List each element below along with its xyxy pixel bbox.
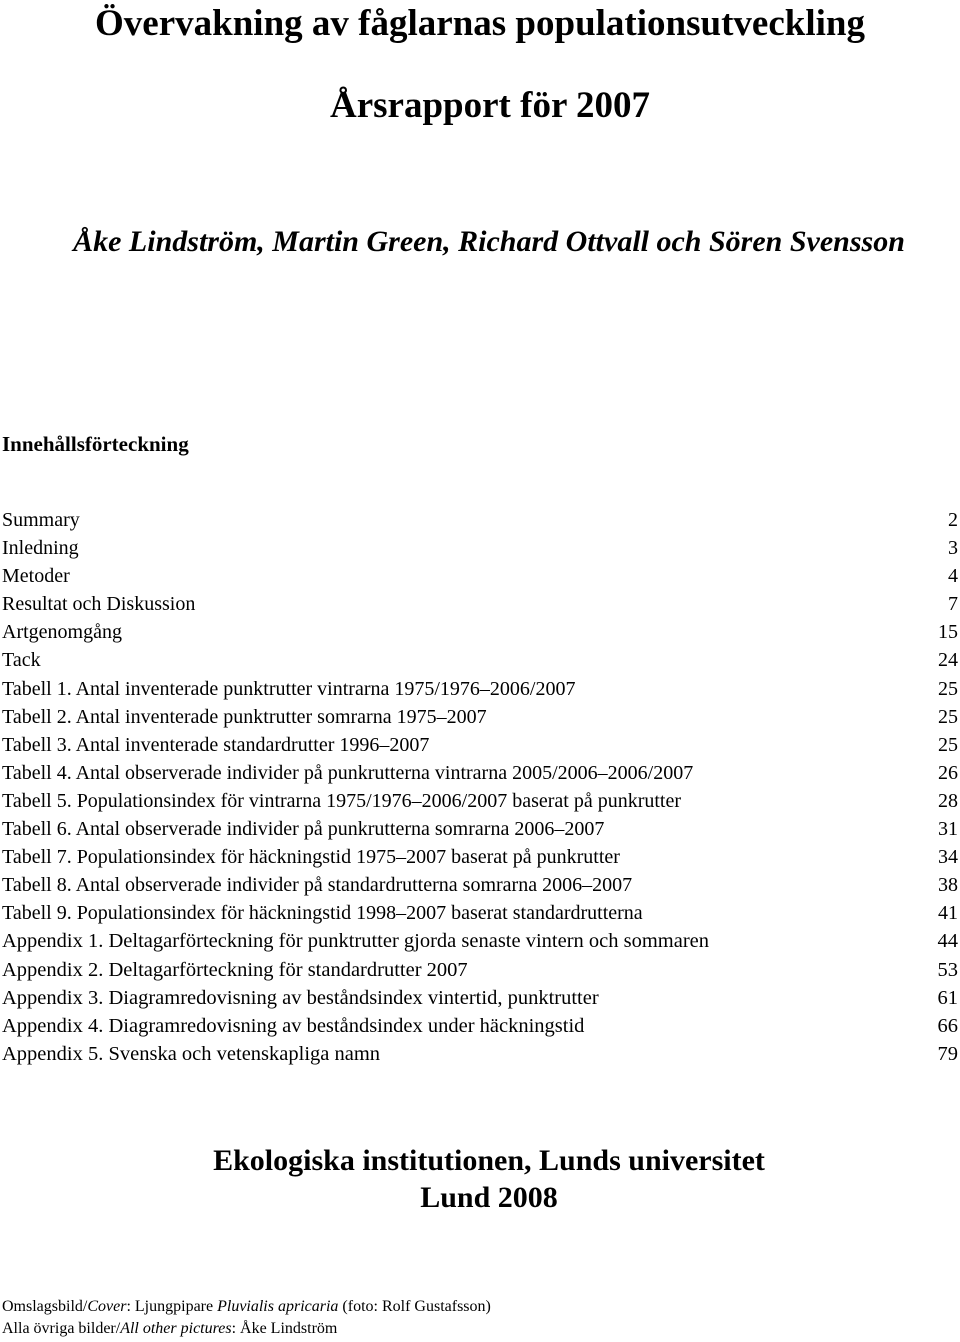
toc-entry-page: 2 bbox=[948, 509, 958, 531]
toc-entry-label: Tabell 9. Populationsindex för häckningstid 1998–2007 baserat standardrutterna bbox=[2, 902, 643, 925]
toc-entry bbox=[2, 618, 958, 646]
toc-entry bbox=[2, 646, 958, 674]
toc-entry-label: Appendix 2. Deltagarförteckning för standardrutter 2007 bbox=[2, 958, 468, 981]
toc-entry-page: 79 bbox=[937, 1042, 958, 1065]
toc-entry-label: Tabell 4. Antal observerade individer på punkrutterna vintrarna 2005/2006–2006/2007 bbox=[2, 761, 694, 784]
toc-entry bbox=[2, 956, 958, 984]
toc-entry-page: 15 bbox=[938, 621, 958, 644]
document-title: Övervakning av fåglarnas populationsutveckling bbox=[95, 3, 865, 44]
toc-entry-label: Summary bbox=[2, 509, 80, 531]
cover-photo-credit: (foto: Rolf Gustafsson) bbox=[338, 1298, 491, 1315]
institution-block bbox=[0, 1142, 960, 1216]
toc-entry-page: 28 bbox=[938, 789, 958, 812]
toc-entry bbox=[2, 927, 958, 955]
toc-entry bbox=[2, 1012, 958, 1040]
toc-entry-label: Tabell 1. Antal inventerade punktrutter vintrarna 1975/1976–2006/2007 bbox=[2, 677, 576, 700]
toc-entry-label: Tabell 3. Antal inventerade standardrutter 1996–2007 bbox=[2, 733, 430, 756]
toc-entry-page: 53 bbox=[937, 958, 958, 981]
toc-entry-page: 31 bbox=[938, 818, 958, 841]
toc-entry-label: Resultat och Diskussion bbox=[2, 593, 196, 616]
toc-entry-label: Artgenomgång bbox=[2, 621, 122, 644]
toc-entry bbox=[2, 703, 958, 731]
toc-entry-page: 38 bbox=[938, 874, 958, 897]
toc-entry bbox=[2, 899, 958, 927]
toc-entry bbox=[2, 815, 958, 843]
document-subtitle: Årsrapport för 2007 bbox=[330, 85, 650, 126]
toc-entry-label: Metoder bbox=[2, 565, 70, 588]
toc-entry-label: Tabell 7. Populationsindex för häckningstid 1975–2007 baserat på punkrutter bbox=[2, 846, 620, 869]
toc-entry-page: 61 bbox=[937, 986, 958, 1009]
cover-label-en: Cover bbox=[87, 1298, 127, 1315]
toc-entry bbox=[2, 506, 958, 534]
toc-entry-label: Tabell 6. Antal observerade individer på punkrutterna somrarna 2006–2007 bbox=[2, 818, 605, 841]
toc-entry bbox=[2, 534, 958, 562]
toc-entry-page: 66 bbox=[937, 1014, 958, 1037]
toc-entry bbox=[2, 675, 958, 703]
toc-entry-label: Appendix 3. Diagramredovisning av beståndsindex vintertid, punktrutter bbox=[2, 986, 599, 1009]
table-of-contents bbox=[2, 506, 958, 1068]
toc-entry-page: 4 bbox=[948, 565, 958, 588]
toc-entry bbox=[2, 590, 958, 618]
toc-entry-label: Tabell 8. Antal observerade individer på standardrutterna somrarna 2006–2007 bbox=[2, 874, 633, 897]
toc-entry-page: 3 bbox=[948, 537, 958, 560]
toc-entry bbox=[2, 562, 958, 590]
toc-entry-page: 25 bbox=[938, 705, 958, 728]
toc-entry bbox=[2, 871, 958, 899]
other-photo-credit: : Åke Lindström bbox=[231, 1320, 338, 1337]
toc-entry bbox=[2, 984, 958, 1012]
cover-text: : Ljungpipare bbox=[126, 1298, 218, 1315]
toc-entry-page: 25 bbox=[938, 677, 958, 700]
authors: Åke Lindström, Martin Green, Richard Ottvall och Sören Svensson bbox=[73, 225, 905, 258]
toc-entry-label: Tabell 5. Populationsindex för vintrarna 1975/1976–2006/2007 baserat på punkrutter bbox=[2, 789, 682, 812]
toc-entry bbox=[2, 1040, 958, 1068]
cover-species: Pluvialis apricaria bbox=[217, 1298, 339, 1315]
toc-entry bbox=[2, 787, 958, 815]
photo-credits bbox=[2, 1296, 491, 1340]
cover-label: Omslagsbild/ bbox=[2, 1298, 88, 1315]
toc-entry-page: 26 bbox=[938, 761, 958, 784]
toc-entry-page: 25 bbox=[938, 733, 958, 756]
institution-name: Ekologiska institutionen, Lunds universitet bbox=[213, 1144, 765, 1177]
toc-entry-label: Appendix 4. Diagramredovisning av beståndsindex under häckningstid bbox=[2, 1014, 585, 1037]
toc-entry-page: 7 bbox=[948, 593, 958, 616]
toc-entry-label: Tabell 2. Antal inventerade punktrutter somrarna 1975–2007 bbox=[2, 705, 487, 728]
toc-entry-label: Appendix 1. Deltagarförteckning för punktrutter gjorda senaste vintern och sommaren bbox=[2, 930, 710, 953]
toc-heading: Innehållsförteckning bbox=[2, 432, 189, 456]
toc-entry-label: Appendix 5. Svenska och vetenskapliga namn bbox=[2, 1042, 381, 1065]
toc-entry bbox=[2, 843, 958, 871]
other-label-en: All other pictures bbox=[120, 1320, 232, 1337]
toc-entry-page: 24 bbox=[938, 649, 958, 672]
toc-entry-page: 34 bbox=[938, 846, 958, 869]
other-credit-line bbox=[2, 1318, 491, 1340]
toc-entry-label: Inledning bbox=[2, 537, 79, 560]
other-label: Alla övriga bilder/ bbox=[2, 1320, 121, 1337]
publication-place-year: Lund 2008 bbox=[420, 1181, 558, 1214]
toc-entry-page: 41 bbox=[938, 902, 958, 925]
toc-entry bbox=[2, 759, 958, 787]
toc-entry-label: Tack bbox=[2, 649, 41, 672]
toc-entry-page: 44 bbox=[937, 930, 958, 953]
toc-entry bbox=[2, 731, 958, 759]
cover-credit-line bbox=[2, 1296, 491, 1318]
